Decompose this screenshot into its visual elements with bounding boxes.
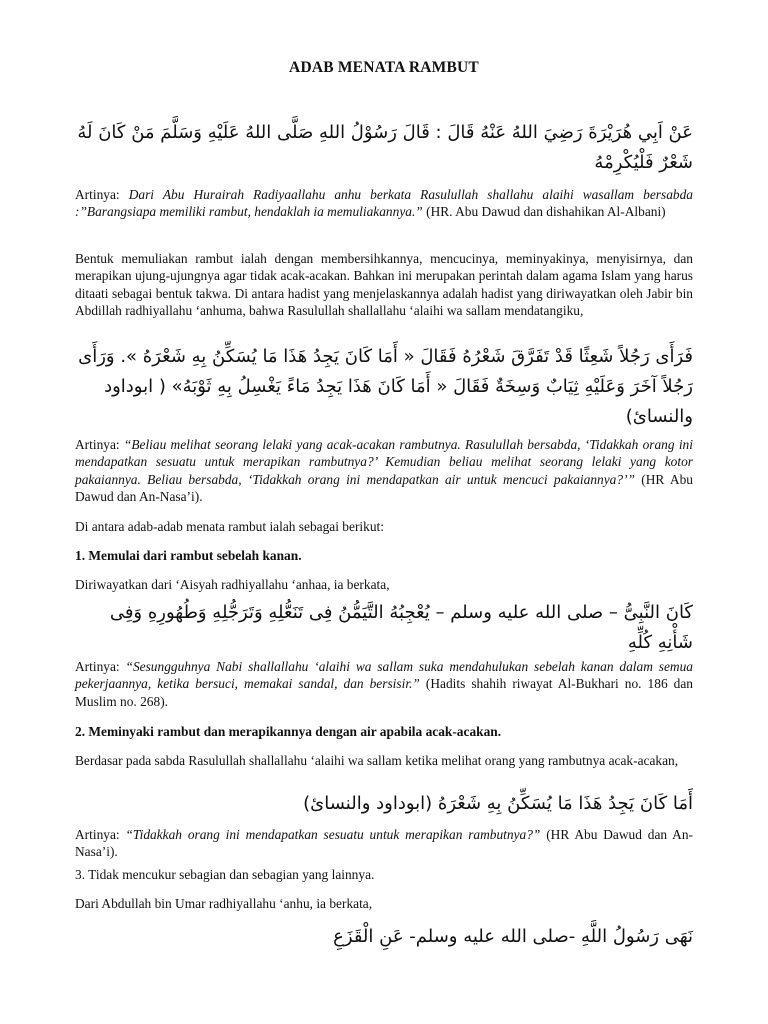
artinya-label: Artinya: xyxy=(75,659,120,674)
section-3-narration: Dari Abdullah bin Umar radhiyallahu ‘anhu, ia berkata, xyxy=(75,896,373,911)
section-2-narration: Berdasar pada sabda Rasulullah shallallahu ‘alaihi wa sallam ketika melihat orang yang rambutnya acak-acakan, xyxy=(75,753,679,768)
artinya-label: Artinya: xyxy=(75,437,120,452)
translation-text: Dari Abu Hurairah Radiyaallahu anhu berkata Rasulullah shallahu alaihi wasallam bersabda :”Barangsiapa memiliki rambut, hendaklah ia memuliakannya.” xyxy=(75,187,693,220)
section-2-heading: 2. Meminyaki rambut dan merapikannya dengan air apabila acak-acakan. xyxy=(75,724,502,739)
hadith-source: (HR. Abu Dawud dan dishahikan Al-Albani) xyxy=(426,204,666,220)
hadith-source: (HR Abu Dawud dan An-Nasa’i). xyxy=(75,827,693,860)
translation-text: “Beliau melihat seorang lelaki yang acak-acakan rambutnya. Rasulullah bersabda, ‘Tidakkah orang ini mendapatkan sesuatu untuk merapikan rambutnya?’ Kemudian beliau melihat seorang lelaki yang kotor pakaiannya. Beliau bersabda, ‘Tidakkah orang ini mendapatkan air untuk mencuci pakaiannya?’” xyxy=(75,437,693,487)
section-1-arabic: كَانَ النَّبِىُّ – صلى الله عليه وسلم – يُعْجِبُهُ التَّيَمُّنُ فِى تَنَعُّلِهِ وَتَرَجُّلِهِ وَطُهُورِهِ وَفِى شَأْنِهِ كُلِّهِ xyxy=(109,602,693,653)
document-title: ADAB MENATA RAMBUT xyxy=(289,59,479,76)
hadith-1-arabic: عَنْ اَبِي هُرَيْرَةَ رَضِيَ اللهُ عَنْهُ قَالَ : قَالَ رَسُوْلُ اللهِ صَلَّى اللهُ عَلَيْهِ وَسَلَّمَ مَنْ كَانَ لَهُ شَعْرٌ فَلْيُكْرِمْهُ xyxy=(77,122,693,173)
translation-text: “Tidakkah orang ini mendapatkan sesuatu untuk merapikan rambutnya?” xyxy=(125,827,541,842)
section-2-arabic: أَمَا كَانَ يَجِدُ هَذَا مَا يُسَكِّنُ بِهِ شَعْرَهُ (ابوداود والنسائ) xyxy=(303,793,693,814)
artinya-label: Artinya: xyxy=(75,187,120,202)
list-intro: Di antara adab-adab menata rambut ialah sebagai berikut: xyxy=(75,519,384,534)
artinya-label: Artinya: xyxy=(75,827,120,842)
hadith-1-translation xyxy=(75,186,693,221)
section-1-translation xyxy=(75,658,693,710)
section-1-narration: Diriwayatkan dari ‘Aisyah radhiyallahu ‘anhaa, ia berkata, xyxy=(75,577,390,592)
section-2-translation xyxy=(75,826,693,861)
hadith-2-arabic: فَرَأَى رَجُلاً شَعِثًا قَدْ تَفَرَّقَ شَعْرُهُ فَقَالَ « أَمَا كَانَ يَجِدُ هَذَا مَا يُسَكِّنُ بِهِ شَعْرَهُ ». وَرَأَى رَجُلاً آخَرَ وَعَلَيْهِ ثِيَابٌ وَسِخَةٌ فَقَالَ « أَمَا كَانَ هَذَا يَجِدُ مَاءً يَغْسِلُ بِهِ ثَوْبَهُ» ( ابوداود والنسائ) xyxy=(78,346,693,427)
hadith-source: (HR Abu Dawud dan An-Nasa’i). xyxy=(75,471,693,505)
hadith-2-translation xyxy=(75,436,693,506)
section-3-heading: 3. Tidak mencukur sebagian dan sebagian yang lainnya. xyxy=(75,867,375,882)
section-3-arabic: نَهَى رَسُولُ اللَّهِ -صلى الله عليه وسلم- عَنِ الْقَزَعِ xyxy=(333,926,693,947)
section-1-heading: 1. Memulai dari rambut sebelah kanan. xyxy=(75,548,302,563)
translation-text: “Sesungguhnya Nabi shallallahu ‘alaihi wa sallam suka mendahulukan sebelah kanan dalam semua pekerjaannya, ketika bersuci, memakai sandal, dan bersisir.” xyxy=(75,659,693,692)
paragraph-intro: Bentuk memuliakan rambut ialah dengan membersihkannya, mencucinya, meminyakinya, menyisirnya, dan merapikan ujung-ujungnya agar tidak acak-acakan. Bahkan ini merupakan perintah dalam agama Islam yang harus ditaati sebagai bentuk takwa. Di antara hadist yang menjelaskannya adalah hadist yang diriwayatkan oleh Jabir bin Abdillah radhiyallahu ‘anhuma, bahwa Rasulullah shallallahu ‘alaihi wa sallam mendatangiku, xyxy=(75,251,693,319)
hadith-source: (Hadits shahih riwayat Al-Bukhari no. 186 dan Muslim no. 268). xyxy=(75,676,694,709)
